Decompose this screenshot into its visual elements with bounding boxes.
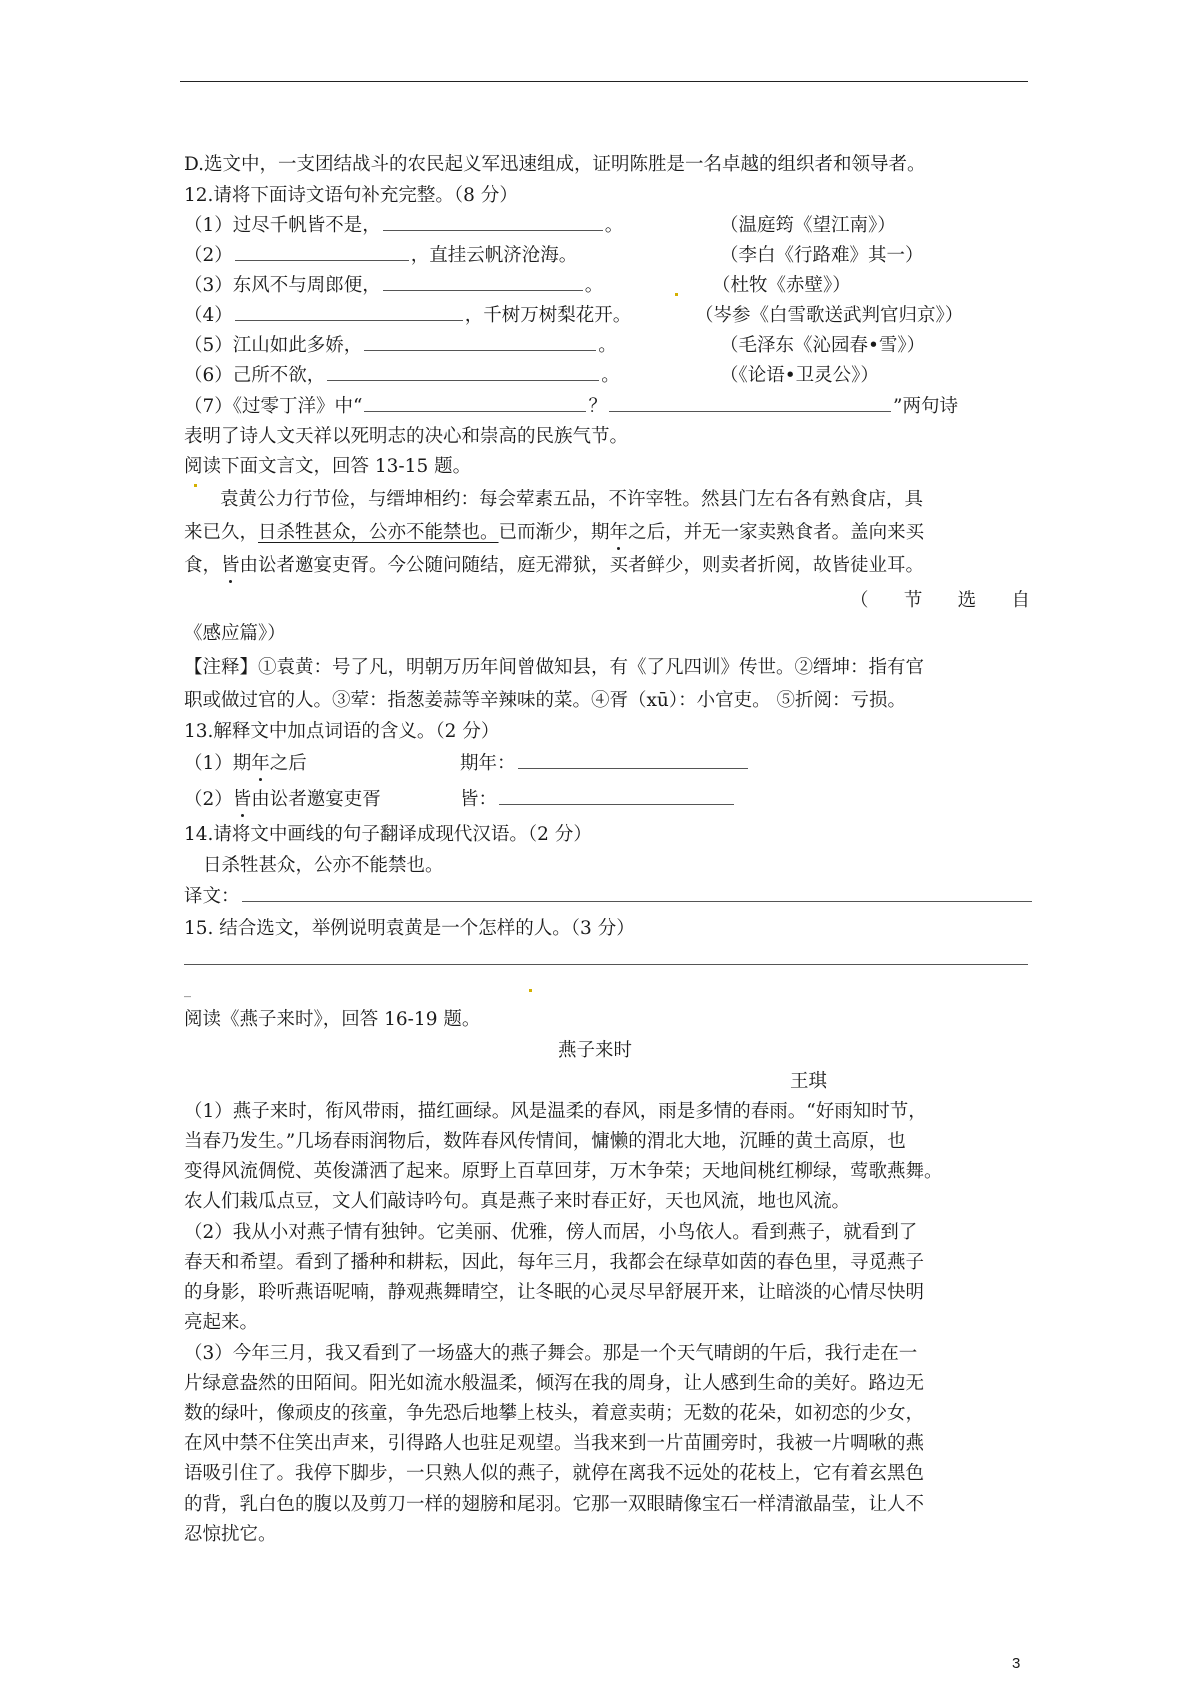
reading2-line: 的身影，聆听燕语呢喃，静观燕舞晴空，让冬眠的心灵尽早舒展开来，让暗淡的心情尽快明 (184, 1282, 925, 1303)
dotted-char-jie: 皆 (221, 555, 240, 576)
q12-item-4-source: （岑参《白雪歌送武判官归京》） (695, 305, 964, 326)
reading1-source-cont: 《感应篇》） (184, 623, 286, 644)
reading2-line: 当春乃发生。”几场春雨润物后，数阵春风传情间，慵懒的渭北大地，沉睡的黄土高原，也 (184, 1131, 906, 1152)
q12-item-2-source: （李白《行路难》其一） (720, 245, 924, 266)
q12-item-7 (184, 392, 1028, 418)
scan-speck (675, 293, 678, 296)
q12-item-7-mid: ？ (588, 396, 607, 417)
text-run: 选 (957, 590, 977, 611)
q11-option-d: D.选文中，一支团结战斗的农民起义军迅速组成，证明陈胜是一名卓越的组织者和领导者。 (184, 154, 926, 175)
reading2-line: 语吸引住了。我停下脚步，一只熟人似的燕子，就停在离我不远处的花枝上，它有着玄黑色 (184, 1463, 925, 1484)
reading2-line: （1）燕子来时，衔风带雨，描红画绿。风是温柔的春风，雨是多情的春雨。“好雨知时节， (184, 1101, 927, 1122)
reading2-intro: 阅读《燕子来时》，回答 16-19 题。 (184, 1009, 481, 1030)
q14-title: 14.请将文中画线的句子翻译成现代汉语。（2 分） (184, 824, 592, 845)
reading2-title: 燕子来时 (558, 1040, 633, 1061)
q12-item-3-source: （杜牧《赤壁》） (712, 275, 851, 296)
scan-speck (194, 484, 197, 487)
scan-speck (529, 989, 532, 992)
q14-answer-blank[interactable] (242, 883, 1032, 902)
text-run: 来已久， (184, 522, 259, 543)
text-run: 由讼者邀宴吏胥。今公随问随结，庭无滞狱，买者鲜少，则卖者折阅，故皆徒业耳。 (239, 555, 925, 576)
text-run: （1）期 (184, 753, 252, 774)
q15-answer-line[interactable] (184, 964, 1028, 965)
q12-item-1 (184, 211, 1028, 237)
reading1-source-attribution (850, 586, 1030, 612)
q12-item-5-source: （毛泽东《沁园春•雪》） (720, 335, 926, 356)
reading1-intro: 阅读下面文言文，回答 13-15 题。 (184, 456, 472, 477)
text-run: （2） (184, 789, 233, 810)
q13-item-2-blank[interactable] (499, 786, 734, 805)
q12-item-6-end: 。 (601, 365, 620, 386)
q12-item-6-blank[interactable] (327, 362, 599, 381)
q13-item-1-blank[interactable] (518, 750, 748, 769)
answer-label: 皆： (460, 789, 498, 810)
q15-answer-tail: _ (184, 982, 191, 998)
q12-item-2-end: ，直挂云帆济沧海。 (410, 245, 578, 266)
q15-title: 15. 结合选文，举例说明袁黄是一个怎样的人。（3 分） (184, 918, 635, 939)
reading2-line: 在风中禁不住笑出声来，引得路人也驻足观望。当我来到一片苗圃旁时，我被一片啁啾的燕 (184, 1433, 925, 1454)
q12-item-3-text: （3）东风不与周郎便， (184, 275, 381, 296)
dotted-char-jie: 皆 (232, 789, 252, 810)
dotted-char-nian: 年 (609, 522, 629, 543)
reading1-note-line-2: 职或做过官的人。③荤：指葱姜蒜等辛辣味的菜。④胥（xū）：小官吏。 ⑤折阅：亏损。 (184, 690, 906, 711)
q12-item-4-text: （4） (184, 305, 233, 326)
q12-item-5-end: 。 (598, 335, 617, 356)
text-run: （ (850, 590, 869, 611)
underlined-sentence: 日杀牲甚众，公亦不能禁也。 (258, 522, 499, 543)
q13-item-2-answer (460, 785, 736, 811)
reading2-line: 片绿意盎然的田陌间。阳光如流水般温柔，倾泻在我的周身，让人感到生命的美好。路边无 (184, 1373, 925, 1394)
answer-label: 期年： (460, 753, 516, 774)
text-run: 之后，并无一家卖熟食者。盖向来买 (628, 522, 925, 543)
dotted-char-nian: 年 (251, 753, 270, 774)
reading2-line: 忍惊扰它。 (184, 1524, 277, 1545)
text-run: 节 (903, 590, 923, 611)
reading2-line: （2）我从小对燕子情有独钟。它美丽、优雅，傍人而居，小鸟依人。看到燕子，就看到了 (184, 1222, 918, 1243)
q12-item-7-blank-b[interactable] (609, 393, 891, 412)
q12-item-5-blank[interactable] (364, 332, 596, 351)
text-run: 之后 (269, 753, 307, 774)
q12-item-6-source: （《论语•卫灵公》） (720, 365, 879, 386)
q12-item-2-text: （2） (184, 245, 233, 266)
reading1-para-line-2 (184, 518, 1028, 544)
q13-title: 13.解释文中加点词语的含义。（2 分） (184, 721, 500, 742)
q12-item-7-end: ”两句诗 (893, 396, 958, 417)
q12-item-1-end: 。 (604, 215, 624, 236)
reading1-note-line-1: 【注释】①袁黄：号了凡，明朝万历年间曾做知县，有《了凡四训》传世。②缙坤：指有官 (184, 657, 925, 678)
reading2-author: 王琪 (790, 1071, 828, 1092)
q12-item-5-text: （5）江山如此多娇， (184, 335, 363, 356)
q12-item-1-blank[interactable] (383, 212, 603, 231)
q12-item-6 (184, 361, 1028, 387)
page-number: 3 (1012, 1655, 1021, 1672)
reading1-para-line-3 (184, 551, 1028, 577)
q12-item-4-blank[interactable] (235, 302, 463, 321)
reading2-line: 变得风流倜傥、英俊潇洒了起来。原野上百草回芽，万木争荣；天地间桃红柳绿，莺歌燕舞。 (184, 1161, 943, 1182)
q14-sentence: 日杀牲甚众，公亦不能禁也。 (203, 855, 444, 876)
q12-item-4-end: ，千树万树梨花开。 (464, 305, 632, 326)
text-run: 已而渐少，期 (498, 522, 610, 543)
reading2-line: 农人们栽瓜点豆，文人们敲诗吟句。真是燕子来时春正好，天也风流，地也风流。 (184, 1191, 851, 1212)
reading1-para-line-1: 袁黄公力行节俭，与缙坤相约：每会荤素五品，不许宰牲。然县门左右各有熟食店，具 (220, 489, 924, 510)
reading2-line: （3）今年三月，我又看到了一场盛大的燕子舞会。那是一个天气晴朗的午后，我行走在一 (184, 1343, 918, 1364)
header-rule (180, 81, 1028, 82)
text-run: 自 (1011, 590, 1030, 611)
q12-item-7-cont: 表明了诗人文天祥以死明志的决心和崇高的民族气节。 (184, 426, 629, 447)
q12-item-7-text: （7）《过零丁洋》中“ (184, 396, 363, 417)
q12-title: 12.请将下面诗文语句补充完整。（8 分） (184, 185, 518, 206)
q12-item-3 (184, 271, 1028, 297)
q13-item-1-answer (460, 749, 750, 775)
answer-label: 译文： (184, 886, 240, 907)
reading2-line: 亮起来。 (184, 1312, 259, 1333)
q12-item-2-blank[interactable] (235, 242, 409, 261)
q12-item-3-end: 。 (584, 275, 604, 296)
text-run: 食， (184, 555, 222, 576)
reading2-line: 数的绿叶，像顽皮的孩童，争先恐后地攀上枝头，着意卖萌；无数的花朵，如初恋的少女， (184, 1403, 925, 1424)
reading2-line: 的背，乳白色的腹以及剪刀一样的翅膀和尾羽。它那一双眼睛像宝石一样清澈晶莹，让人不 (184, 1494, 925, 1515)
q14-answer (184, 882, 1028, 908)
q12-item-3-blank[interactable] (383, 272, 583, 291)
q12-item-7-blank-a[interactable] (364, 393, 586, 412)
q12-item-1-text: （1）过尽千帆皆不是， (184, 215, 381, 236)
reading2-line: 春天和希望。看到了播种和耕耘，因此，每年三月，我都会在绿草如茵的春色里，寻觅燕子 (184, 1252, 925, 1273)
q12-item-1-source: （温庭筠《望江南》） (720, 215, 896, 236)
q12-item-6-text: （6）己所不欲， (184, 365, 326, 386)
text-run: 由讼者邀宴吏胥 (251, 789, 381, 810)
